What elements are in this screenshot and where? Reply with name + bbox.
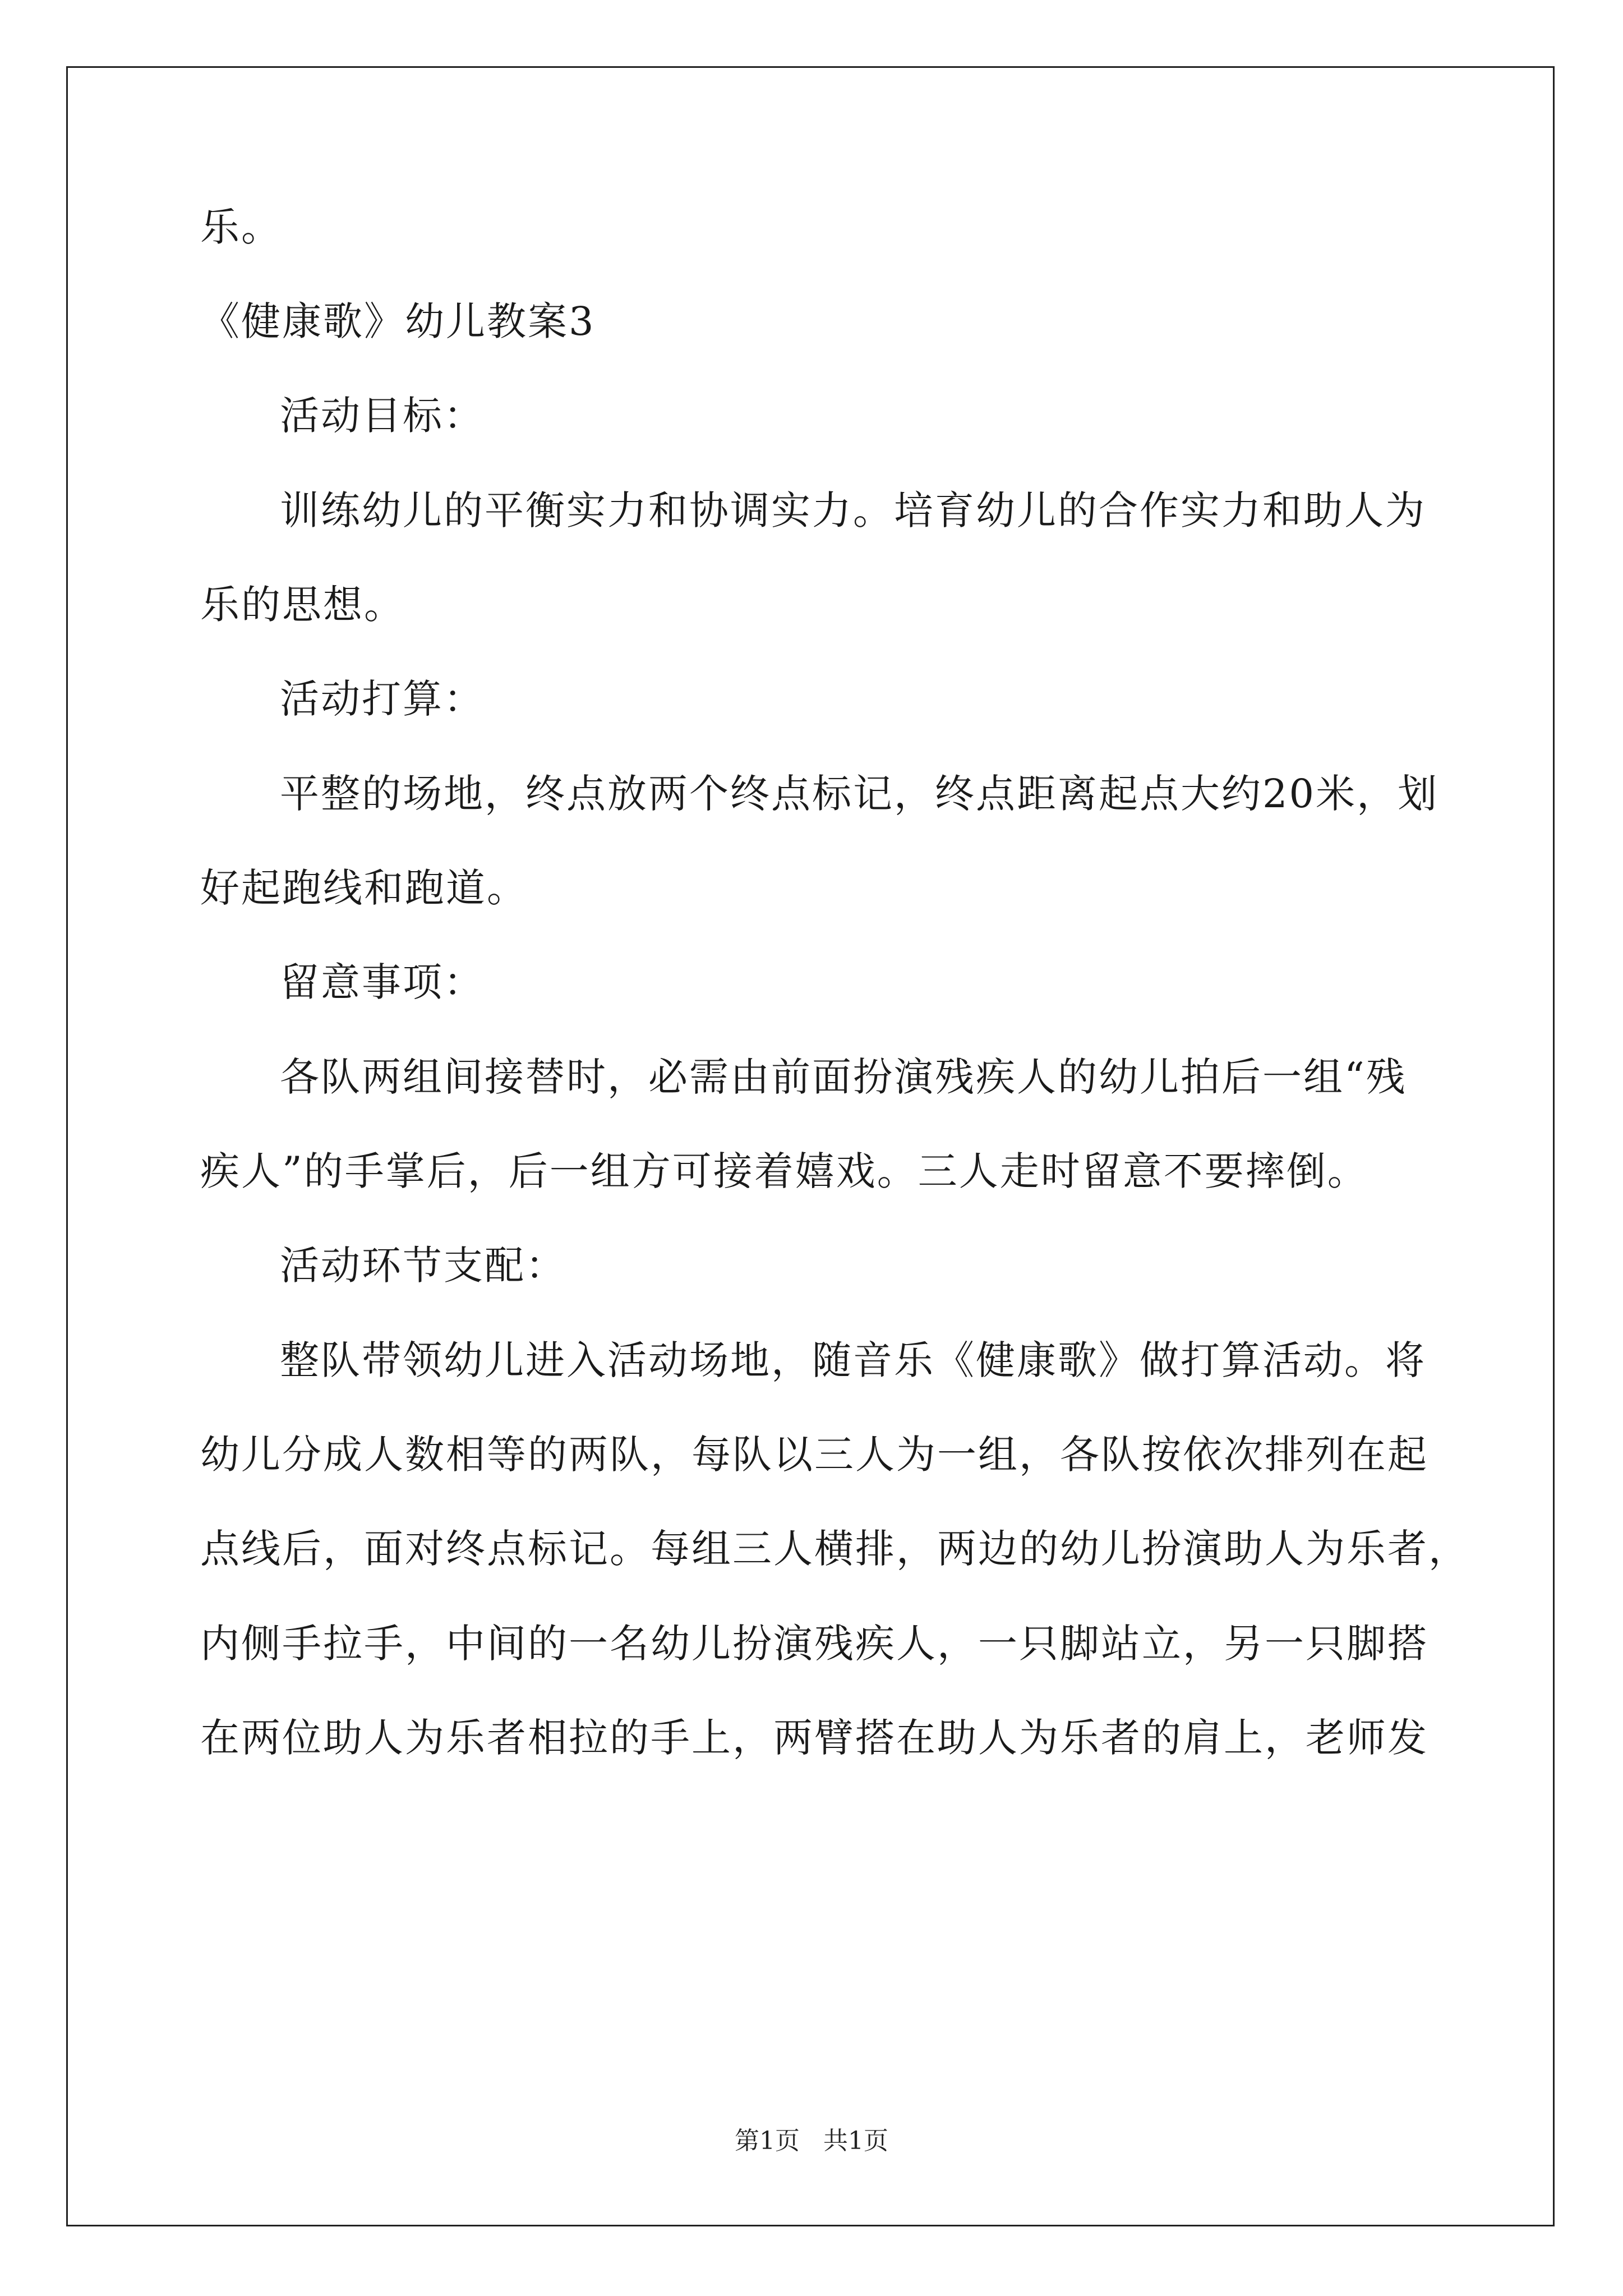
text-line-14: 幼儿分成人数相等的两队，每队以三人为一组，各队按依次排列在起	[200, 1432, 1428, 1478]
text-line-13: 整队带领幼儿进入活动场地，随音乐《健康歌》做打算活动。将	[280, 1337, 1426, 1383]
text-line-16: 内侧手拉手，中间的一名幼儿扮演残疾人，一只脚站立，另一只脚搭	[200, 1621, 1428, 1667]
text-line-11: 疾人”的手掌后，后一组方可接着嬉戏。三人走时留意不要摔倒。	[200, 1148, 1368, 1194]
page-footer: 第1页 共1页	[735, 2127, 888, 2155]
text-line-1: 乐。	[200, 204, 282, 250]
page-border	[66, 66, 1555, 2226]
text-line-4: 训练幼儿的平衡实力和协调实力。培育幼儿的合作实力和助人为	[280, 487, 1426, 533]
heading-activity-goals: 活动目标：	[280, 393, 485, 439]
section-heading: 《健康歌》幼儿教案3	[200, 298, 596, 344]
text-line-15: 点线后，面对终点标记。每组三人横排，两边的幼儿扮演助人为乐者，	[200, 1526, 1469, 1572]
text-line-17: 在两位助人为乐者相拉的手上，两臂搭在助人为乐者的肩上，老师发	[200, 1715, 1428, 1761]
heading-notes: 留意事项：	[280, 959, 485, 1005]
text-line-5: 乐的思想。	[200, 582, 405, 628]
heading-activity-steps: 活动环节支配：	[280, 1243, 566, 1289]
heading-activity-preparation: 活动打算：	[280, 676, 485, 722]
text-line-10: 各队两组间接替时，必需由前面扮演残疾人的幼儿拍后一组“残	[280, 1054, 1407, 1100]
text-line-8: 好起跑线和跑道。	[200, 865, 528, 911]
text-line-7: 平整的场地，终点放两个终点标记，终点距离起点大约20米，划	[280, 771, 1439, 817]
